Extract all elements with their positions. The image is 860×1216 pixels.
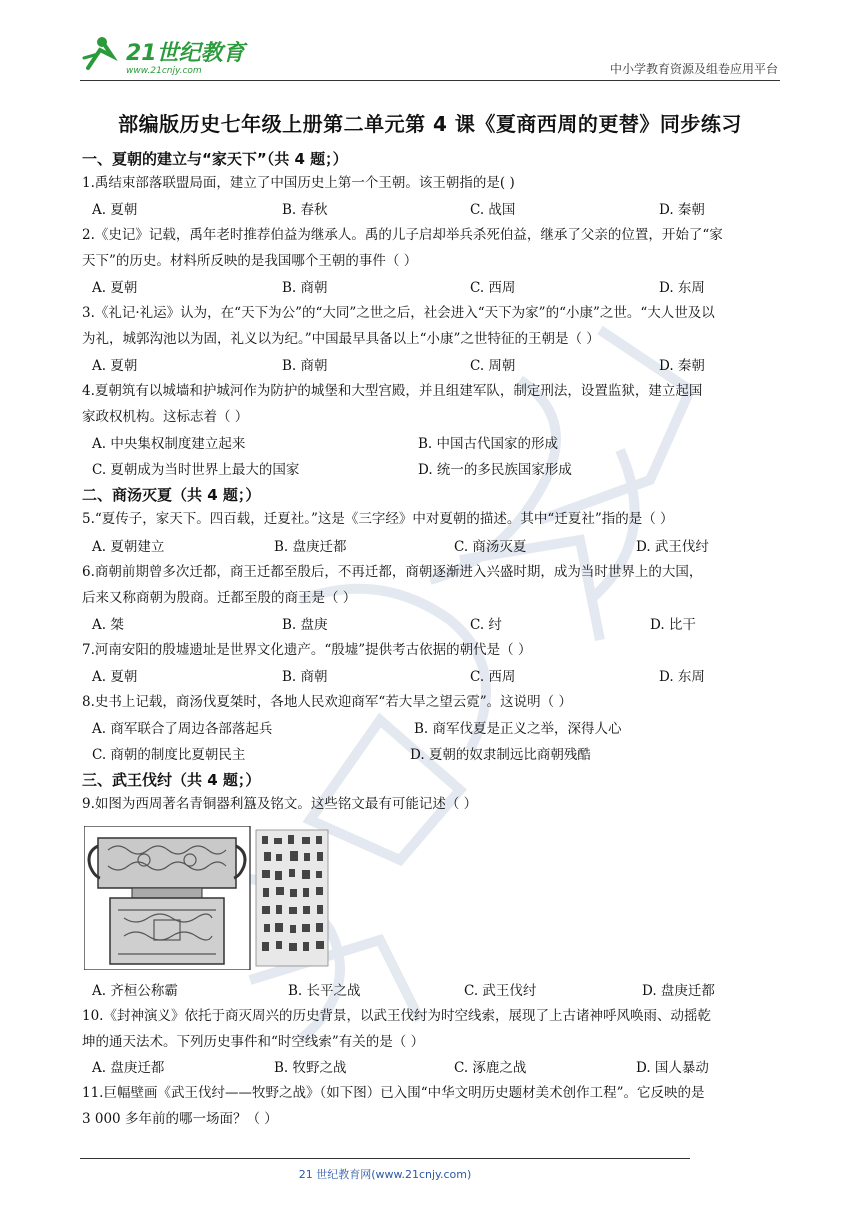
option-b[interactable]: B. 商朝 <box>282 669 328 685</box>
option-d[interactable]: D. 国人暴动 <box>636 1060 709 1076</box>
option-d[interactable]: D. 东周 <box>659 669 705 685</box>
question-10 <box>82 1003 782 1055</box>
question-stem: 1.禹结束部落联盟局面，建立了中国历史上第一个王朝。该王朝指的是( ) <box>82 175 515 191</box>
option-c[interactable]: C. 周朝 <box>470 358 516 374</box>
question-8-options-row2 <box>92 743 772 765</box>
question-11 <box>82 1080 782 1132</box>
question-stem: 天下”的历史。材料所反映的是我国哪个王朝的事件（ ） <box>82 253 418 269</box>
question-3 <box>82 300 782 352</box>
option-c[interactable]: C. 涿鹿之战 <box>454 1060 527 1076</box>
section-heading-3: 三、武王伐纣（共 4 题；） <box>82 771 261 789</box>
option-a[interactable]: A. 桀 <box>92 617 124 633</box>
question-3-options <box>92 354 772 376</box>
question-1 <box>82 170 782 196</box>
option-d[interactable]: D. 武王伐纣 <box>636 539 709 555</box>
option-b[interactable]: B. 盘庚迁都 <box>274 539 347 555</box>
question-8 <box>82 689 782 715</box>
question-stem: 2.《史记》记载，禹年老时推荐伯益为继承人。禹的儿子启却举兵杀死伯益，继承了父亲的位置，开始了“家 <box>82 227 723 243</box>
option-c[interactable]: C. 商朝的制度比夏朝民主 <box>92 747 246 763</box>
option-c[interactable]: C. 商汤灭夏 <box>454 539 527 555</box>
question-9 <box>82 791 782 817</box>
question-stem: 11.巨幅壁画《武王伐纣——牧野之战》（如下图）已入围“中华文明历史题材美术创作工程”。它反映的是 <box>82 1085 705 1101</box>
option-a[interactable]: A. 夏朝 <box>92 358 138 374</box>
question-4-options-row2 <box>92 458 772 480</box>
option-d[interactable]: D. 盘庚迁都 <box>642 983 715 999</box>
page-title: 部编版历史七年级上册第二单元第 4 课《夏商西周的更替》同步练习 <box>118 112 742 136</box>
bronze-gui-image <box>89 838 245 964</box>
option-b[interactable]: B. 盘庚 <box>282 617 328 633</box>
option-b[interactable]: B. 牧野之战 <box>274 1060 347 1076</box>
question-6 <box>82 559 782 611</box>
question-stem: 7.河南安阳的殷墟遗址是世界文化遗产。“殷墟”提供考古依据的朝代是（ ） <box>82 642 532 658</box>
option-d[interactable]: D. 东周 <box>659 280 705 296</box>
option-a[interactable]: A. 夏朝 <box>92 669 138 685</box>
question-7 <box>82 637 782 663</box>
option-d[interactable]: D. 秦朝 <box>659 202 705 218</box>
question-stem: 8.史书上记载，商汤伐夏桀时，各地人民欢迎商军“若大旱之望云霓”。这说明（ ） <box>82 694 572 710</box>
footer-link[interactable]: 21 世纪教育网(www.21cnjy.com) <box>298 1168 472 1181</box>
section-heading-2: 二、商汤灭夏（共 4 题；） <box>82 486 261 504</box>
question-10-options <box>92 1056 772 1078</box>
svg-text:www.21cnjy.com: www.21cnjy.com <box>126 66 202 76</box>
inscription-rubbing-image <box>256 830 328 966</box>
site-logo <box>80 32 250 76</box>
question-stem: 10.《封神演义》依托于商灭周兴的历史背景，以武王伐纣为时空线索，展现了上古诸神呼风唤雨、动摇乾 <box>82 1008 711 1024</box>
page-header <box>80 28 780 81</box>
footer-divider <box>80 1158 690 1159</box>
bronze-vessel-figure <box>84 826 344 970</box>
question-stem: 家政权机构。这标志着（ ） <box>82 409 249 425</box>
question-stem: 坤的通天法术。下列历史事件和“时空线索”有关的是（ ） <box>82 1034 425 1050</box>
section-heading-1: 一、夏朝的建立与“家天下”（共 4 题；） <box>82 150 348 168</box>
option-d[interactable]: D. 秦朝 <box>659 358 705 374</box>
question-stem: 6.商朝前期曾多次迁都，商王迁都至殷后，不再迁都，商朝逐渐进入兴盛时期，成为当时世界上的大国， <box>82 564 703 580</box>
question-4 <box>82 378 782 430</box>
question-stem: 后来又称商朝为殷商。迁都至殷的商王是（ ） <box>82 590 357 606</box>
question-5-options <box>92 535 772 557</box>
option-b[interactable]: B. 商朝 <box>282 358 328 374</box>
question-1-options <box>92 198 772 220</box>
question-2 <box>82 222 782 274</box>
option-b[interactable]: B. 中国古代国家的形成 <box>418 436 559 452</box>
option-a[interactable]: A. 夏朝建立 <box>92 539 165 555</box>
option-c[interactable]: C. 纣 <box>470 617 502 633</box>
header-tagline: 中小学教育资源及组卷应用平台 <box>609 62 778 76</box>
question-stem: 4.夏朝筑有以城墙和护城河作为防护的城堡和大型宫殿，并且组建军队，制定刑法，设置监狱，建立起国 <box>82 383 703 399</box>
question-stem: 3 000 多年前的哪一场面？（ ） <box>82 1111 278 1127</box>
option-a[interactable]: A. 夏朝 <box>92 280 138 296</box>
question-6-options <box>92 613 772 635</box>
option-c[interactable]: C. 西周 <box>470 280 516 296</box>
svg-text:21世纪教育: 21世纪教育 <box>126 41 245 66</box>
option-a[interactable]: A. 中央集权制度建立起来 <box>92 436 246 452</box>
question-4-options-row1 <box>92 432 772 454</box>
question-8-options-row1 <box>92 717 772 739</box>
option-a[interactable]: A. 夏朝 <box>92 202 138 218</box>
option-b[interactable]: B. 商军伐夏是正义之举，深得人心 <box>414 721 622 737</box>
option-d[interactable]: D. 比干 <box>650 617 696 633</box>
question-9-options <box>92 979 772 1001</box>
question-stem: 5.“夏传子，家天下。四百载，迁夏社。”这是《三字经》中对夏朝的描述。其中“迁夏社”指的是（ ） <box>82 511 674 527</box>
question-stem: 9.如图为西周著名青铜器利簋及铭文。这些铭文最有可能记述（ ） <box>82 796 478 812</box>
question-stem: 为礼，城郭沟池以为固，礼义以为纪。”中国最早具备以上“小康”之世特征的王朝是（ ） <box>82 331 600 347</box>
option-c[interactable]: C. 西周 <box>470 669 516 685</box>
option-d[interactable]: D. 统一的多民族国家形成 <box>418 462 572 478</box>
question-2-options <box>92 276 772 298</box>
option-a[interactable]: A. 齐桓公称霸 <box>92 983 178 999</box>
question-7-options <box>92 665 772 687</box>
option-b[interactable]: B. 商朝 <box>282 280 328 296</box>
option-a[interactable]: A. 盘庚迁都 <box>92 1060 165 1076</box>
question-5 <box>82 506 782 532</box>
question-stem: 3.《礼记·礼运》认为，在“天下为公”的“大同”之世之后，社会进入“天下为家”的“小康”之世。“大人世及以 <box>82 305 715 321</box>
option-b[interactable]: B. 长平之战 <box>288 983 361 999</box>
option-c[interactable]: C. 夏朝成为当时世界上最大的国家 <box>92 462 300 478</box>
option-d[interactable]: D. 夏朝的奴隶制远比商朝残酷 <box>410 747 591 763</box>
option-a[interactable]: A. 商军联合了周边各部落起兵 <box>92 721 273 737</box>
option-c[interactable]: C. 战国 <box>470 202 516 218</box>
option-c[interactable]: C. 武王伐纣 <box>464 983 537 999</box>
option-b[interactable]: B. 春秋 <box>282 202 328 218</box>
